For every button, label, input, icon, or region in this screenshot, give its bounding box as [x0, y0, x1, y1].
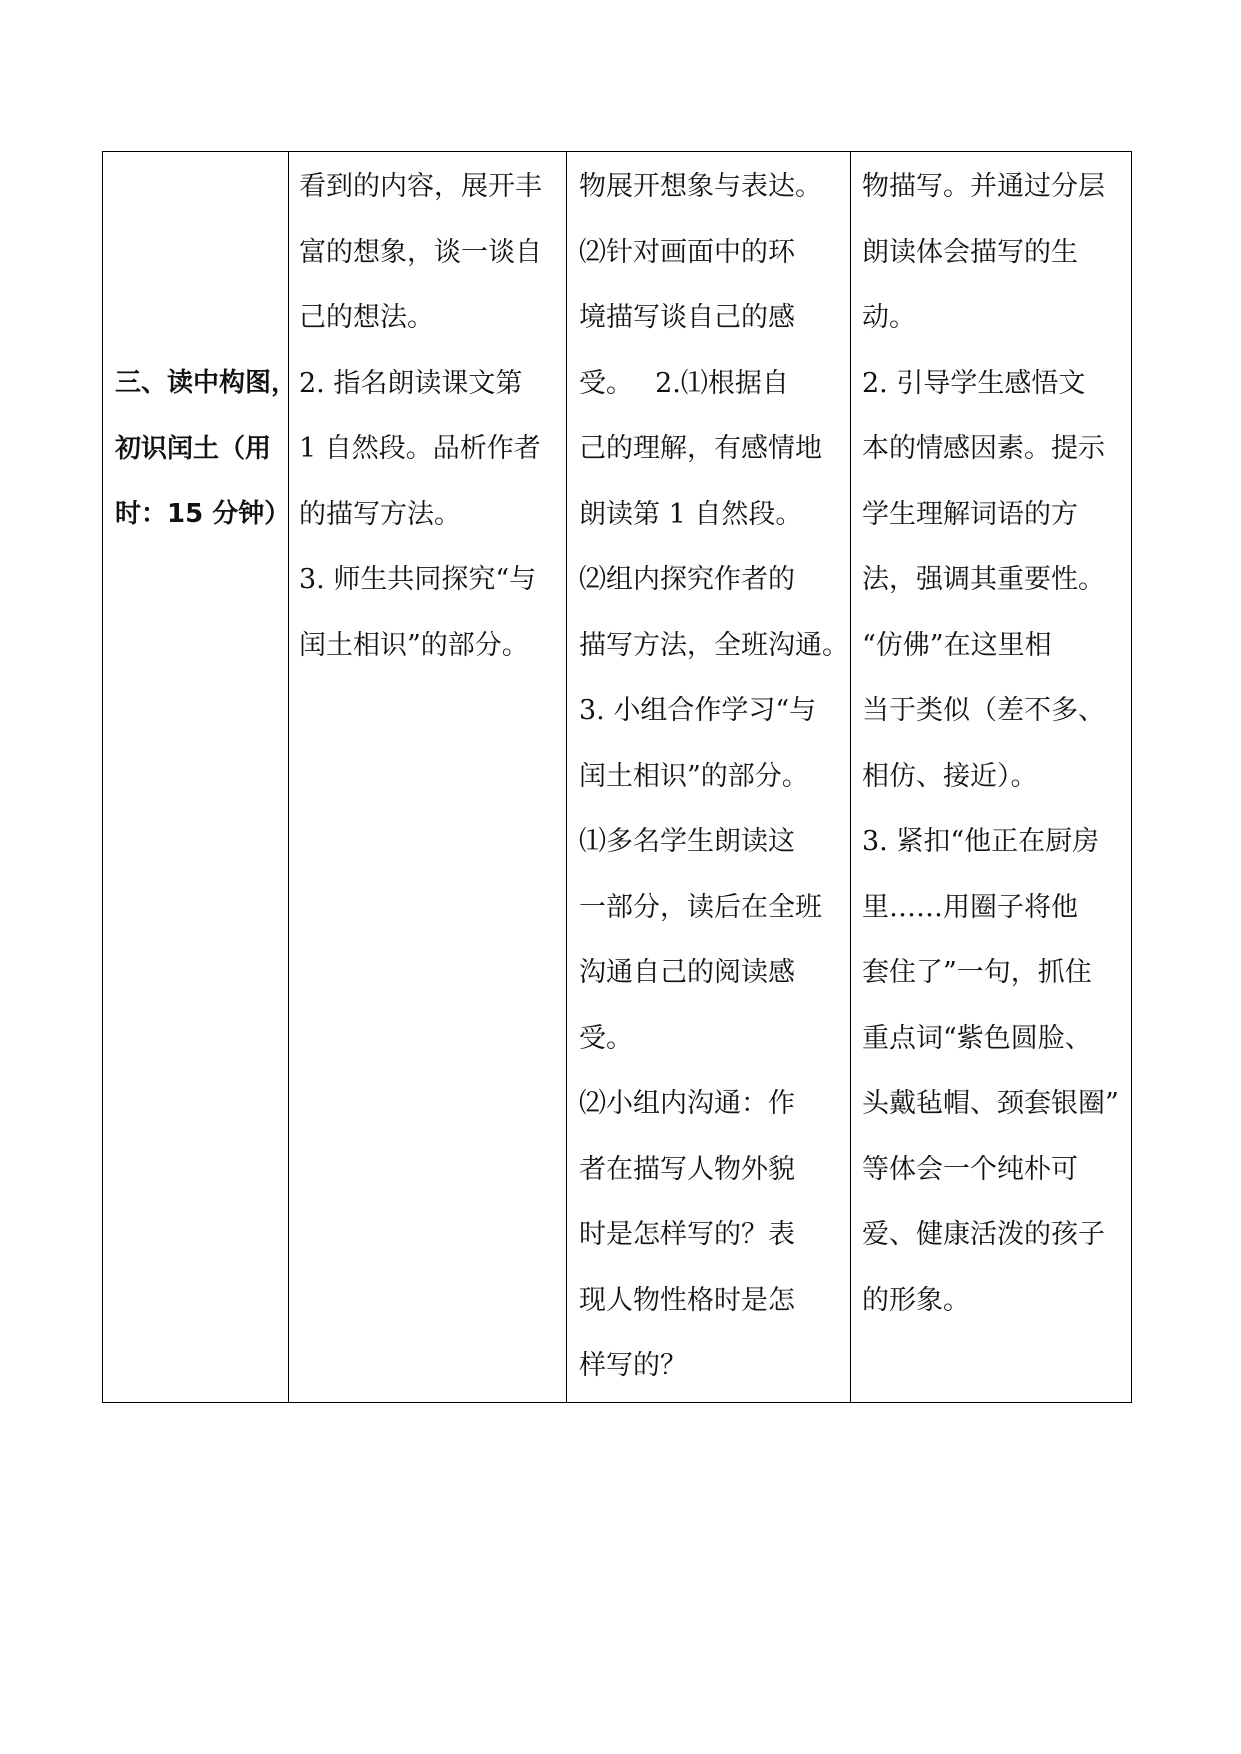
text-line: 爱、健康活泼的孩子 — [862, 1219, 1105, 1250]
text-line: 3. 紧扣“他正在厨房 — [862, 826, 1100, 857]
text-line: 三、读中构图， — [115, 368, 298, 398]
text-line: 法，强调其重要性。 — [862, 564, 1105, 595]
stage-title — [103, 351, 298, 548]
text-line: 朗读体会描写的生 — [862, 236, 1078, 268]
text-line: 己的想法。 — [299, 302, 434, 333]
text-line: 1 自然段。品析作者 — [299, 433, 541, 464]
text-line: 重点词“紫色圆脸、 — [862, 1022, 1092, 1054]
text-line: 的形象。 — [862, 1284, 970, 1316]
text-line: 时：15 分钟） — [115, 499, 291, 529]
text-line: ⑴多名学生朗读这 — [579, 826, 795, 857]
text-line: 物展开想象与表达。 — [579, 171, 822, 202]
text-line: 初识闰土（用 — [115, 433, 272, 464]
text-line: 2. 引导学生感悟文 — [862, 367, 1086, 399]
text-line: 时是怎样写的？表 — [579, 1219, 795, 1250]
text-line: 己的理解，有感情地 — [579, 433, 822, 464]
text-line: 闰土相识”的部分。 — [579, 760, 809, 792]
text-line: 3. 小组合作学习“与 — [579, 695, 817, 726]
design-intent-cell — [851, 152, 1132, 1403]
text-line: 富的想象，谈一谈自 — [299, 236, 542, 268]
text-line: 等体会一个纯朴可 — [862, 1153, 1078, 1185]
text-line: 一部分，读后在全班 — [579, 891, 822, 923]
text-line: 动。 — [862, 302, 916, 333]
teacher-activity-cell — [289, 152, 567, 1403]
text-line: 2. 指名朗读课文第 — [299, 367, 523, 399]
text-line: 现人物性格时是怎 — [579, 1284, 795, 1316]
student-activity-cell — [567, 152, 851, 1403]
text-line: 本的情感因素。提示 — [862, 433, 1105, 464]
text-line: 相仿、接近）。 — [862, 760, 1038, 792]
text-line: 受。 2.⑴根据自 — [579, 367, 789, 399]
text-line: 里……用圈子将他 — [862, 891, 1078, 923]
table-row — [103, 152, 1132, 1403]
text-line: 的描写方法。 — [299, 498, 461, 530]
text-line: “仿佛”在这里相 — [862, 629, 1052, 661]
design-intent-text — [851, 152, 1131, 1333]
text-line: 看到的内容，展开丰 — [299, 171, 542, 202]
text-line: ⑵针对画面中的环 — [579, 236, 795, 268]
text-line: 套住了”一句，抓住 — [862, 957, 1092, 988]
text-line: 沟通自己的阅读感 — [579, 957, 795, 988]
text-line: 物描写。并通过分层 — [862, 171, 1105, 202]
text-line: 受。 — [579, 1022, 633, 1054]
text-line: 朗读第 1 自然段。 — [579, 498, 803, 530]
teacher-activity-text — [289, 152, 566, 678]
text-line: ⑵小组内沟通：作 — [579, 1088, 795, 1119]
text-line: ⑵组内探究作者的 — [579, 564, 795, 595]
lesson-plan-table — [102, 151, 1132, 1403]
text-line: 学生理解词语的方 — [862, 498, 1078, 530]
text-line: 当于类似（差不多、 — [862, 695, 1105, 726]
student-activity-text — [567, 152, 850, 1399]
stage-cell — [103, 152, 298, 1403]
text-line: 闰土相识”的部分。 — [299, 629, 529, 661]
text-line: 者在描写人物外貌 — [579, 1153, 795, 1185]
text-line: 境描写谈自己的感 — [579, 302, 795, 333]
text-line: 头戴毡帽、颈套银圈” — [862, 1088, 1119, 1119]
text-line: 描写方法，全班沟通。 — [579, 629, 849, 661]
text-line: 3. 师生共同探究“与 — [299, 564, 537, 595]
text-line: 样写的？ — [579, 1350, 687, 1381]
